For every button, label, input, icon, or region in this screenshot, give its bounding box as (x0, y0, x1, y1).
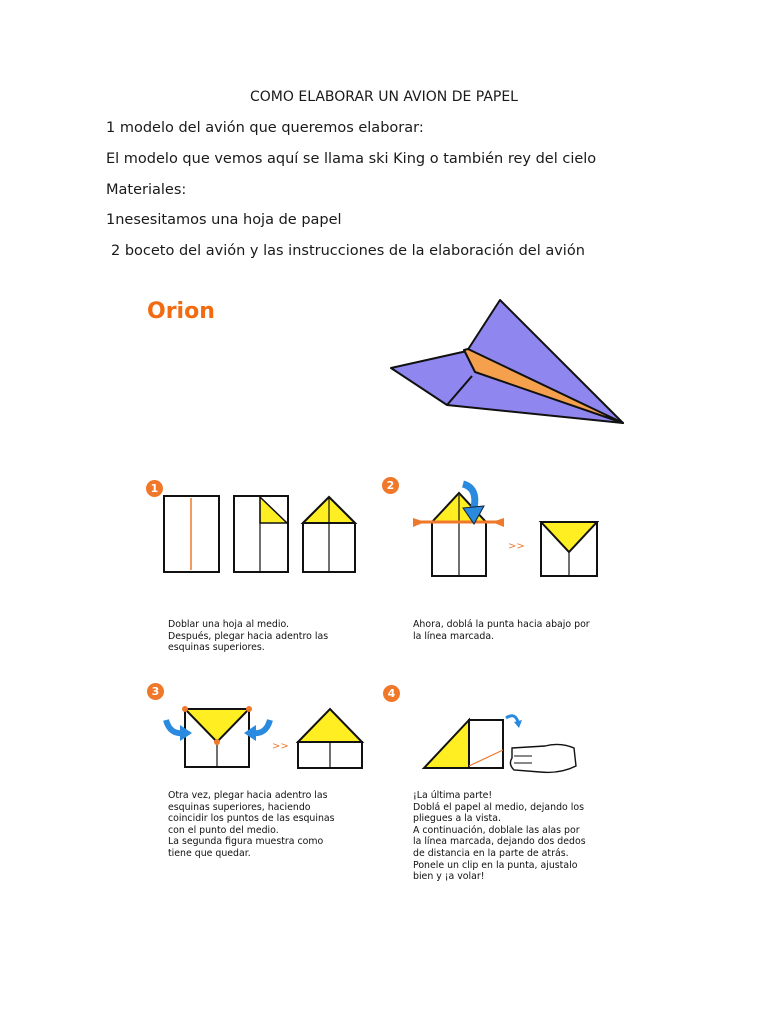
text-line-model-name: El modelo que vemos aquí se llama ski King o también rey del cielo (106, 151, 597, 167)
hand-icon (510, 744, 576, 772)
text-line-model: 1 modelo del avión que queremos elaborar: (106, 120, 424, 136)
step-2-badge: 2 (382, 477, 399, 494)
step-4-instructions: ¡La última parte! Doblá el papel al medio, dejando los pliegues a la vista. A continuación, doblale las alas por la línea marcada, dejando dos dedos de distancia en la parte de atrás. Ponele un clip en la punta, ajustalo bien y ¡a volar! (413, 790, 586, 883)
step-3-illustration (166, 706, 362, 768)
document-title: COMO ELABORAR UN AVION DE PAPEL (250, 89, 518, 105)
step-1-badge: 1 (146, 480, 163, 497)
text-line-materials: Materiales: (106, 182, 187, 198)
next-arrow-step-3: >> (272, 741, 289, 752)
step-4-badge: 4 (383, 685, 400, 702)
step-2-illustration (413, 484, 597, 576)
paper-plane-illustration (391, 300, 623, 423)
step-3-instructions: Otra vez, plegar hacia adentro las esquinas superiores, haciendo coincidir los puntos de las esquinas con el punto del medio. La segunda figura muestra como tiene que quedar. (168, 790, 335, 859)
step-1-illustration (164, 496, 355, 572)
step-1-instructions: Doblar una hoja al medio. Después, plegar hacia adentro las esquinas superiores. (168, 619, 329, 654)
step-2-instructions: Ahora, doblá la punta hacia abajo por la línea marcada. (413, 619, 590, 642)
text-line-sketch: 2 boceto del avión y las instrucciones de la elaboración del avión (111, 243, 585, 259)
step-3-badge: 3 (147, 683, 164, 700)
diagram-title: Orion (147, 299, 215, 324)
next-arrow-step-2: >> (508, 541, 525, 552)
text-line-paper: 1nesesitamos una hoja de papel (106, 212, 342, 228)
step-4-illustration (424, 716, 576, 773)
